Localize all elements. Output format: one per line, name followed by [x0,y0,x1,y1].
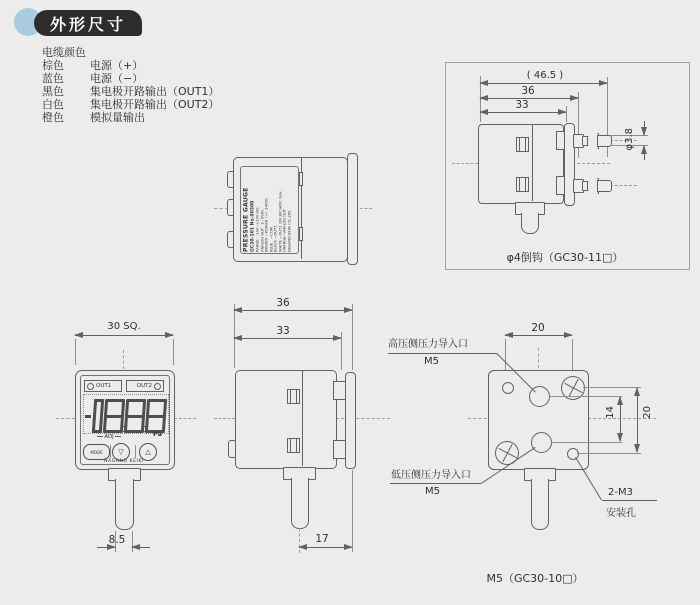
cable [115,479,134,530]
nameplate-line: WHITE —OUT2 30V,80mADC max. [277,190,282,252]
legend-color: 棕色 [42,59,64,72]
nameplate-line: ANALOG OUT：1~5VDC [259,209,264,252]
adj-label [94,432,124,441]
gauge-body [235,370,337,469]
dim-text-tip-dia: φ3.8 [624,128,635,151]
dim-line-33 [234,338,341,339]
nameplate [240,166,299,254]
cable-color-legend [42,46,219,124]
nameplate-line: RANGE：-100~+100 kPa [255,207,260,252]
m3-hole [502,382,514,394]
rear-caption: M5（GC30-10□） [486,572,584,585]
legend-desc: 电源（−） [90,72,144,85]
out1-label: OUT1 [96,383,112,389]
nameplate-line: BROWN —POWER（+）24VDC [264,197,269,252]
extension-line [352,470,353,552]
gauge-body [478,124,564,204]
front-bezel-edge [345,372,356,469]
panel-caption: φ4倒钩（GC30-11□） [506,251,624,264]
dim-line-20-top [505,335,572,336]
label-port-low-thread: M5 [425,486,440,497]
cable [291,478,309,529]
dim-arrow-down [644,121,645,135]
extension-line [173,339,174,365]
legend-color: 白色 [42,98,64,111]
legend-desc: 电源（+） [90,59,144,72]
extension-line [352,304,353,370]
cable [531,479,549,530]
dim-text-14: 14 [605,406,616,419]
dim-arrow-up [644,146,645,160]
legend-color: 蓝色 [42,72,64,85]
dim-arrow-right [132,547,150,548]
nameplate-line: GC30-101 No.00308 [249,200,255,252]
mode-button: MODE [83,444,110,460]
legend-row [42,85,219,98]
port-detail [516,177,529,192]
dim-text-33: 33 [515,99,529,111]
dim-text-46-5: ( 46.5 ) [526,70,564,81]
nameplate-line: BLUE —COM [268,227,273,252]
dim-line-14 [620,397,621,441]
extension-line [551,442,622,443]
digit-8 [145,399,167,433]
extension-line [549,396,622,397]
centerline [56,418,75,419]
leader-underline [602,500,657,501]
dim-text-8-5: 8.5 [108,534,126,546]
legend-color: 橙色 [42,111,64,124]
extension-line [578,92,579,158]
port-detail [287,389,300,404]
legend-row [42,111,219,124]
dim-line-33 [480,112,566,113]
cable [521,213,539,234]
dim-text-30sq: 30 SQ. [107,321,141,332]
nameplate-line: BLACK —OUT1 [273,225,278,252]
dim-line-46-5 [480,83,607,84]
port-detail [516,137,529,152]
legend-desc: 集电极开路输出（OUT1） [90,85,220,98]
leader-underline [388,353,497,354]
barb-tip [597,180,612,192]
dim-text-36: 36 [276,297,290,309]
label-port-high-thread: M5 [424,356,439,367]
label-port-low: 低压侧压力导入口 [391,470,471,481]
dim-line-36 [234,310,352,311]
dim-line-20-right [637,388,638,452]
extension-line [577,453,641,454]
button-divider [135,445,136,458]
out2-led [154,383,161,390]
extension-line [75,339,76,365]
out1-indicator [84,380,122,392]
centerline [123,350,124,369]
leader-underline [390,483,481,484]
legend-desc: 模拟量输出 [90,111,145,124]
legend-row [42,72,219,85]
page-title: 外形尺寸 [34,10,142,36]
port-detail [287,438,300,453]
assembly-screw [495,441,519,465]
dim-text-33: 33 [276,325,290,337]
front-bezel-edge [347,153,358,265]
label-mount-holes: 2-M3 [608,487,633,498]
dim-arrow-left [97,547,115,548]
m5-port-low [531,432,552,453]
button-divider [110,445,111,458]
centerline [214,418,235,419]
nameplate-text [242,168,297,252]
centerline [538,348,539,368]
centerline [468,418,487,419]
centerline [452,163,478,164]
dim-line-30sq [75,335,173,336]
dim-text-17: 17 [315,533,329,545]
out2-indicator [126,380,164,392]
nameplate-line: ORANGE—ANALOG OUT [282,209,287,252]
adj-text: ADJ [104,433,114,440]
out2-label: OUT2 [136,383,152,389]
nameplate-line: PRESSURE GAUGE [242,187,249,252]
extension-line [583,387,641,388]
legend-desc: 集电极开路输出（OUT2） [90,98,220,111]
dim-text-20-right: 20 [642,406,653,419]
body-divider [302,371,303,466]
label-port-high: 高压侧压力导入口 [388,339,468,350]
dim-text-36: 36 [521,85,535,97]
digit-minus [85,415,91,418]
extension-line [572,339,573,373]
legend-row [42,98,219,111]
legend-title: 电缆颜色 [42,46,86,59]
dim-text-20-top: 20 [531,322,545,334]
label-mount-holes-2: 安装孔 [606,508,636,519]
down-button: ▽ [112,443,130,461]
legend-row [42,59,219,72]
dim-line-17 [299,547,352,548]
nameplate-line: NAGANO KEIKI CO.,LTD. [286,209,291,252]
out1-led [87,383,94,390]
brand-label: NAGANO KEIKI [104,459,144,464]
legend-color: 黑色 [42,85,64,98]
unit-label: Pa [153,430,162,438]
decimal-point [142,426,148,432]
body-divider [532,125,533,201]
up-button: △ [139,443,157,461]
centerline [174,418,196,419]
